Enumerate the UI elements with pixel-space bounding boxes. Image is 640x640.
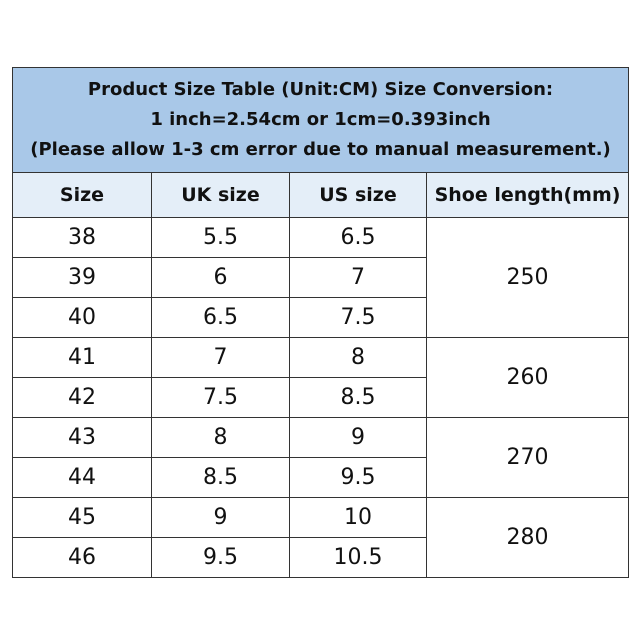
title-line-1: Product Size Table (Unit:CM) Size Conversion: xyxy=(87,79,554,100)
size-cell: 46 xyxy=(13,538,152,578)
us-size-cell: 10 xyxy=(290,498,427,538)
size-cell: 41 xyxy=(13,338,152,378)
us-size-cell: 9 xyxy=(290,418,427,458)
uk-size-cell: 6.5 xyxy=(152,298,290,338)
us-size-cell: 10.5 xyxy=(290,538,427,578)
uk-size-cell: 5.5 xyxy=(152,218,290,258)
title-line-2: 1 inch=2.54cm or 1cm=0.393inch xyxy=(150,109,491,130)
title-row xyxy=(13,68,629,173)
size-cell: 45 xyxy=(13,498,152,538)
column-header-row xyxy=(13,173,629,218)
uk-size-cell: 8 xyxy=(152,418,290,458)
column-header-us-size: US size xyxy=(290,173,427,218)
table-title xyxy=(13,68,629,173)
size-cell: 40 xyxy=(13,298,152,338)
size-cell: 42 xyxy=(13,378,152,418)
us-size-cell: 9.5 xyxy=(290,458,427,498)
shoe-length-cell: 270 xyxy=(427,418,629,498)
title-line-3: (Please allow 1-3 cm error due to manual measurement.) xyxy=(30,139,611,160)
uk-size-cell: 8.5 xyxy=(152,458,290,498)
size-cell: 43 xyxy=(13,418,152,458)
shoe-length-cell: 260 xyxy=(427,338,629,418)
column-header-size: Size xyxy=(13,173,152,218)
shoe-length-cell: 250 xyxy=(427,218,629,338)
table-row xyxy=(13,218,629,258)
size-cell: 38 xyxy=(13,218,152,258)
size-cell: 44 xyxy=(13,458,152,498)
size-cell: 39 xyxy=(13,258,152,298)
table-row xyxy=(13,338,629,378)
uk-size-cell: 7.5 xyxy=(152,378,290,418)
table-row xyxy=(13,498,629,538)
table-row xyxy=(13,418,629,458)
uk-size-cell: 9 xyxy=(152,498,290,538)
us-size-cell: 7 xyxy=(290,258,427,298)
uk-size-cell: 9.5 xyxy=(152,538,290,578)
us-size-cell: 8.5 xyxy=(290,378,427,418)
column-header-shoe-length: Shoe length(mm) xyxy=(427,173,629,218)
us-size-cell: 7.5 xyxy=(290,298,427,338)
size-table xyxy=(12,67,629,578)
shoe-length-cell: 280 xyxy=(427,498,629,578)
uk-size-cell: 7 xyxy=(152,338,290,378)
uk-size-cell: 6 xyxy=(152,258,290,298)
column-header-uk-size: UK size xyxy=(152,173,290,218)
us-size-cell: 6.5 xyxy=(290,218,427,258)
us-size-cell: 8 xyxy=(290,338,427,378)
